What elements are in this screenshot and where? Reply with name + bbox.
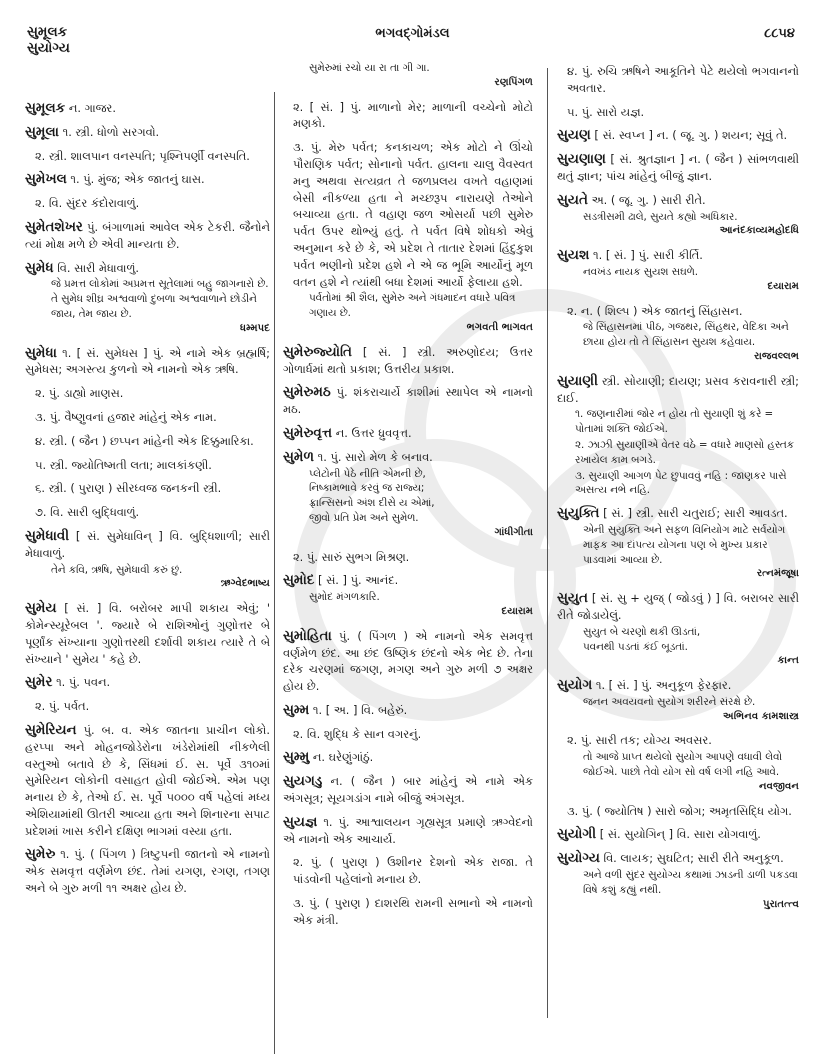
sense-text: ૩. પું. ( પુરાણ ) દાશરથિ રામની સભાનો એ નામનો એક મંત્રી. (293, 896, 533, 927)
citation-source: રાજવલ્લભ (754, 350, 799, 362)
dictionary-entry (283, 702, 533, 719)
citation-source: પુરાતત્ત્વ (763, 898, 799, 910)
entry-sense (283, 549, 533, 566)
headword: સુયુત (557, 590, 588, 607)
definition-text: પું. શંકરાચાર્યે કાશીમાં સ્થાપેલ એ નામનો મઠ. (283, 385, 533, 417)
quote-line: તો આજે પ્રાપ્ત થયેલો સુયોગ આપણે વધાવી લેવો જોઈએ. પાછો તેવો યોગ સો વર્ષ લગી નહિ આવે. (583, 751, 783, 779)
dictionary-entry (25, 345, 270, 379)
page-number: ૮૮૫૪ (764, 26, 795, 41)
citation-quote (557, 868, 799, 898)
dictionary-entry (25, 674, 270, 691)
definition-text: ન. ગાજર. (68, 101, 116, 115)
headword: સુમેતશેખર (25, 218, 83, 235)
definition-text: ન. ઉત્તર ધ્રુવવૃત્ત. (335, 425, 412, 440)
definition-text: ૧. પું. આશ્વાલયન ગૃહ્યસૂત્ર પ્રમાણે ઋગ્વેદનો એ નામનો એક આચાર્ય. (283, 814, 533, 846)
headword: સુમેળ (283, 448, 314, 465)
dictionary-entry (283, 344, 533, 378)
quote-line: તેને કવિ, ઋષિ, સુમેધાવી કરું છું. (51, 563, 183, 576)
definition-text: ૧. પું. સારો મેળ કે બનાવ. (317, 449, 433, 464)
headword: સુયુક્તિ (557, 505, 600, 522)
sense-text: ૨. પું. સારી તક; યોગ્ય અવસર. (567, 733, 712, 748)
proverb-text: ૧. જણનારીમાં જોર ન હોય તો સુયાણી શું કરે = પોતામાં શક્તિ જોઈએ. (575, 408, 774, 436)
dictionary-entry (557, 826, 799, 843)
headword: સુમોદ (283, 572, 315, 589)
definition-text: ૧. પું. ( પિંગળ ) ત્રિષ્ટુપની જાતનો એ નામનો એક સમવૃત્ત વર્ણમેળ છંદ. તેમાં યગણ, રગણ, તગણ અને બે ગુરુ મળી ૧૧ અક્ષર હોય છે. (25, 847, 271, 896)
headword: સુમૂલક (25, 100, 66, 116)
citation-quote (557, 750, 799, 780)
dictionary-entry (557, 677, 799, 725)
guide-word-first: સુમૂલક (27, 24, 68, 40)
definition-text: [ સં. સુમેધાવિન્ ] વિ. બુદ્ધિશાળી; સારી મેધાવાળું. (25, 528, 270, 560)
entry-sense (557, 303, 799, 366)
definition-text: ન. ( જૈન ) બાર માંહેનું એ નામે એક અંગસૂત્ર; સૂયગડાંગ નામે બીજું અંગસૂત્ર. (283, 774, 533, 806)
quote-line: જનન અવયવનો સુયોગ શરીરને સંરક્ષે છે. (583, 695, 756, 708)
sense-text: ૬. સ્ત્રી. ( પુરાણ ) સીરધ્વજ જનકની સ્ત્રી. (35, 481, 222, 496)
dictionary-entry (25, 528, 270, 593)
proverb-text: ૩. સુયાણી આગળ પેટ છુપાવવું નહિ : જાણકર પાસે અસત્ય નભે નહિ. (575, 469, 787, 497)
headword: સુમેરુ (25, 846, 56, 863)
citation-quote (557, 523, 799, 567)
headword: સુમ્મ (283, 701, 310, 718)
proverb-text: ૨. ઝાઝી સુયાણીએ વેતર વંઠે = વધારે માણસો હસ્તક રખાયેલ કામ બગડે. (575, 438, 794, 466)
guide-word-last: સુયોગ્ય (27, 40, 70, 56)
dictionary-entry (25, 600, 270, 667)
entry-sense (25, 504, 270, 521)
sense-text: ૨. પું. પર્વત. (35, 699, 90, 714)
definition-text: [ સં. સુયોગિન્ ] વિ. સારા યોગવાળું. (599, 827, 761, 842)
quote-line: અને વળી સુંદર સુયોગ્ય કથામાં ઝાડની ડાળી પકડવા વિષે કશું કહ્યું નથી. (583, 869, 798, 896)
column-divider (547, 68, 548, 1018)
dictionary-entry (283, 814, 533, 848)
entry-sense (557, 63, 799, 97)
dictionary-title: ભગવદ્ગોમંડલ (375, 26, 450, 41)
citation-source: કાન્ત (777, 655, 799, 667)
dictionary-entry (283, 572, 533, 620)
entry-sense (25, 698, 270, 715)
citation-source: દયારામ (767, 280, 799, 292)
quote-line: જીવો પ્રતિ પ્રેમ અને સુમેળ. (309, 511, 419, 524)
entry-sense (283, 99, 533, 133)
headword: સુમૂલા (25, 123, 59, 140)
headword: સુમેખલ (25, 171, 67, 188)
entry-sense (283, 895, 533, 929)
citation-source: ઋગ્વેદભાષ્ય (220, 578, 270, 590)
entry-sense (25, 385, 270, 402)
definition-text: અ. ( જૂ. ગુ. ) સારી રીતે. (591, 192, 706, 207)
definition-text: ૧. [ અ. ] વિ. બહેરું. (312, 702, 408, 717)
quote-line: જે સિંહાસનમાં પીઠ, ગજથર, સિંહથર, વેદિકા અને છાયા હોય તો તે સિંહાસન સુયશ કહેવાય. (583, 321, 789, 349)
sense-text: ૨. ન. ( શિલ્પ ) એક જાતનું સિંહાસન. (567, 303, 743, 318)
sense-text: ૨. વિ. સુંદર કંદોરાવાળું. (35, 196, 140, 211)
definition-text: [ સં. ] સ્ત્રી. અરુણોદય; ઉત્તર ગોળાર્ધમાં થતો પ્રકાશ; ઉત્તરીય પ્રકાશ. (283, 344, 534, 376)
definition-text: [ સં. શ્રુતજ્ઞાન ] ન. ( જૈન ) સાંભળવાથી થતું જ્ઞાન; પાંચ માંહેનું બીજું જ્ઞાન. (557, 152, 799, 183)
quote-line: સુયુત બે ચરણો થકી ઊડતાં, (583, 625, 701, 638)
definition-text: પું. બંગાળામાં આવેલ એક ટેકરી. જૈનોને ત્યાં મોક્ષ મળે છે એવી માન્યતા છે. (25, 219, 270, 251)
headword: સુમ્મુ (283, 749, 310, 766)
headword: સુમેધાવી (25, 527, 70, 544)
headword: સુયાણી (557, 372, 598, 389)
dictionary-entry (557, 127, 799, 144)
dictionary-entry (25, 846, 270, 896)
dictionary-entry (25, 722, 270, 840)
entry-sense (25, 148, 270, 165)
quote-line: જે પ્રમત્ત લોકોમાં અપ્રમત્ત સૂતેલામાં બહુ જાગનારો છે. તે સુમેધ શીઘ્ર અશ્વવાળો દુબળા અશ્વવાળાને છોડીને જાય, તેમ જાય છે. (51, 278, 269, 320)
citation-source: ભગવતી ભાગવત (466, 321, 533, 333)
dictionary-entry (557, 850, 799, 913)
headword: સુમેધ (25, 259, 54, 276)
dictionary-entry (283, 749, 533, 766)
citation-source: ધમ્મપદ (240, 322, 270, 334)
sense-text: ૨. વિ. શુદ્ધિ કે સાન વગરનું. (293, 726, 422, 741)
entry-sense (283, 139, 533, 337)
headword: સુમોહિતા (283, 627, 332, 644)
headword: સુમેરુમઠ (283, 384, 331, 401)
sense-text: ૪. પું. રુચિ ઋષિને આકૂતિને પેટે થયેલો ભગવાનનો અવતાર. (567, 64, 799, 95)
dictionary-entry (557, 192, 799, 240)
headword: સુયણ (557, 127, 591, 144)
definition-text: ૧. પું. મુંજ; એક જાતનું ઘાસ. (70, 172, 205, 187)
headword: સુમેધા (25, 344, 57, 361)
dictionary-entry (557, 151, 799, 185)
dictionary-entry (557, 247, 799, 295)
headword: સુયોગ્ય (557, 850, 600, 867)
headword: સુયશ (557, 247, 590, 264)
dictionary-entry (25, 260, 270, 338)
entry-sense (25, 195, 270, 212)
dictionary-entry (283, 628, 533, 695)
headword: સુયજ્ઞ (283, 813, 318, 830)
citation-quote (557, 210, 799, 225)
definition-text: [ સં. સ્વપ્ન ] ન. ( જૂ. ગુ. ) શયન; સૂવું તે. (594, 128, 788, 143)
quote-line: પ્લેટોની પેઠે નીતિ એમની છે, (309, 467, 426, 480)
sense-text: ૨. પું. ડાહ્યો માણસ. (35, 386, 124, 401)
quote-line: સડત્રીસમી ઢાલે, સુયતે કહ્યો અધિકાર. (583, 210, 738, 223)
citation-source: રણપિંગળ (494, 76, 533, 88)
definition-text: ૧. [ સં. ] પું. અનુકૂળ ફેરફાર. (595, 678, 732, 693)
headword: સુમેરુવૃત્ત (283, 424, 333, 441)
entry-sense (25, 409, 270, 426)
entry-sense (557, 732, 799, 795)
entry-sense (283, 61, 533, 92)
headword: સુયણાણ (557, 151, 606, 168)
sense-text: ૫. પું. સારો યજ્ઞ. (567, 104, 645, 119)
definition-text: વિ. સારી મેધાવાળું. (57, 260, 139, 275)
citation-quote (557, 625, 799, 655)
definition-text: ૧. [ સં. સુમેધસ ] પું. એ નામે એક બ્રહ્મર્ષિ; સુમેધસ; અગસ્ત્ય કુળનો એ નામનો એક ઋષિ. (25, 345, 270, 377)
dictionary-entry (25, 171, 270, 188)
definition-text: [ સં. ] વિ. બરોબર માપી શકાય એવું; ' કોમેન્સ્યૂરેબલ '. જ્યારે બે રાશિઓનું ગુણોત્તર બે પૂર્ણાંક સંખ્યાના ગુણોત્તરથી દર્શાવી શકાય ત્યારે તે બે સંખ્યાને ' સુમેય ' કહે છે. (25, 601, 270, 666)
sense-text: ૨. [ સં. ] પું. માળાનો મેર; માળાની વચ્ચેનો મોટો મણકો. (293, 99, 533, 131)
citation-source: ગાંધીગીતા (494, 526, 533, 538)
entry-sense (283, 854, 533, 888)
sense-text: ૩. પું. ( જ્યોતિષ ) સારો જોગ; અમૃતસિદ્ધિ યોગ. (567, 803, 792, 818)
definition-text: ૧. પું. પવન. (56, 675, 111, 690)
citation-quote (283, 467, 533, 526)
dictionary-entry (557, 590, 799, 670)
headword: સુયોગ (557, 677, 593, 694)
citation-quote (25, 277, 270, 321)
page-header (0, 0, 825, 60)
quote-line: પર્વતોમાં શ્રી શૈલ, સુમેરુ અને ગંધમાદન વધારે પવિત્ર ગણાય છે. (309, 292, 516, 320)
citation-source: રત્નમંજૂષા (756, 568, 799, 580)
column-divider (274, 92, 275, 1054)
headword: સુમેરુજ્યોતિ (283, 343, 352, 360)
sense-text: ૨. પું. સારું સુભગ મિશ્રણ. (293, 549, 410, 564)
sense-text: ૩. પું. વૈષ્ણુવનાં હજાર માંહેનું એક નામ. (35, 409, 217, 424)
citation-quote (283, 61, 533, 76)
dictionary-entry (557, 505, 799, 583)
entry-sense (25, 480, 270, 497)
quote-line: સુમોદ મંગળકારિ. (309, 591, 380, 604)
dictionary-entry (25, 219, 270, 253)
entry-sense (25, 433, 270, 450)
sense-text: ૫. સ્ત્રી. જ્યોતિષ્મતી લતા; માલકાંકણી. (35, 457, 212, 472)
definition-text: [ સં. સુ + યુજ્ ( જોડવું ) ] વિ. બરાબર સારી રીતે જોડાયેલું. (557, 591, 799, 622)
citation-source: અભિનવ કામશાસ્ત્ર (723, 710, 799, 722)
entry-sense (557, 803, 799, 820)
citation-quote (283, 291, 533, 321)
citation-quote (557, 320, 799, 350)
quote-line: એની સુયુક્તિ અને સફળ વિનિયોગ માટે સર્વયોગ માફક આ દાંપત્ય યોગના પણ બે મુખ્ય પ્રકાર પાડવામાં આવ્યા છે. (583, 523, 786, 566)
definition-text: વિ. લાયક; સુઘટિત; સારી રીતે અનુકૂળ. (603, 851, 784, 866)
sense-text: ૪. સ્ત્રી. ( જૈન ) છપ્પન માંહેની એક દિક્કુમારિકા. (35, 433, 254, 448)
headword: સુમેરિયન (25, 721, 77, 738)
quote-line: ફ્રાન્સિસનો અંશ દીસે ય એમાં, (309, 497, 435, 510)
entry-sense (557, 104, 799, 121)
quote-line: પવનથી પડતાં કંઈ બૂડતાં. (583, 640, 688, 653)
quote-line: નિષ્કામભાવે કરવું જ રાજ્ય; (309, 482, 425, 495)
entry-sense (283, 726, 533, 743)
dictionary-entry (283, 773, 533, 807)
sense-text: ૩. પું. મેરુ પર્વત; કનકાચળ; એક મોટો ને ઊંચો પૌરાણિક પર્વત; સોનાનો પર્વત. હાલના ચાલુ વૈવસ્વત મનુ અથવા સત્યવ્રત તે જળપ્રલય વખતે વહાણમાં બેસી નીકળ્યા હતા ને મચ્છરૂપ નારાયણે તેઓને બચાવ્યા હતા. તે વહાણ જળ ઓસર્યા પછી સુમેરુ પર્વત ઉપર થોભ્યું હતું. તે પર્વત વિષે શોધકો એવું અનુમાન કરે છે કે, એ પ્રદેશ તે તાતાર દેશમાં હિંદુકુશ પર્વત ભણીનો પ્રદેશ હશે ને એ જ ભૂમિ આર્યોનું મૂળ વતન હશે ને ત્યાંથી બધા દેશમાં આર્યો ફેલાયા હશે. (293, 140, 533, 289)
citation-quote (557, 265, 799, 280)
sense-text: ૨. સ્ત્રી. શાલપાન વનસ્પતિ; પૃશ્નિપર્ણી વનસ્પતિ. (35, 148, 250, 163)
citation-quote (25, 563, 270, 578)
headword: સુયોગી (557, 826, 597, 843)
entry-sense (25, 457, 270, 474)
dictionary-entry (25, 124, 270, 141)
definition-text: સ્ત્રી. સોયાણી; દાયણ; પ્રસવ કરાવનારી સ્ત્રી; દાઈ. (557, 373, 799, 405)
definition-text: ૧. સ્ત્રી. ધોળો સરગવો. (62, 124, 160, 139)
dictionary-entry (25, 100, 270, 117)
citation-source: આનંદકાવ્યમહોદધિ (719, 225, 799, 237)
definition-text: ન. ઘરેણુંગાંઠું. (312, 750, 374, 765)
quote-line: સુમેરુમાં રચો યા રા તા ગી ગા. (309, 62, 430, 74)
headword: સુયગડુ (283, 773, 323, 790)
dictionary-entry (283, 449, 533, 542)
citation-quote (557, 695, 799, 710)
definition-text: પું. ( પિંગળ ) એ નામનો એક સમવૃત્ત વર્ણમેળ છંદ. આ છંદ ઉષ્ણિક છંદનો એક ભેદ છે. તેના દરેક ચરણમાં જગણ, મગણ અને ગુરુ મળી ૭ અક્ષર હોય છે. (283, 628, 533, 694)
citation-source: નવજીવન (759, 780, 799, 792)
dictionary-entry (557, 373, 799, 498)
definition-text: ૧. [ સં. ] પું. સારી કીર્તિ. (593, 248, 703, 263)
definition-text: [ સં. ] સ્ત્રી. સારી ચતુરાઈ; સારી આવડત. (603, 506, 788, 521)
dictionary-entry (283, 384, 533, 418)
definition-text: પું. બ. વ. એક જાતના પ્રાચીન લોકો. હરપ્પા અને મોહનજોડેરોના ખંડેરોમાંથી નીકળેલી વસ્તુઓ બતાવે છે કે, સિંધમાં ઈ. સ. પૂર્વે ૩૧૦માં સુમેરિયન લોકોની વસાહત હોવી જોઈએ. એમ પણ મનાય છે કે, તેઓ ઈ. સ. પૂર્વે ૫૦૦૦ વર્ષ પહેલાં મધ્ય એશિયામાંથી ઊતરી આવ્યા હતા અને શિનારના સપાટ પ્રદેશમાં ખાસ કરીને દક્ષિણ ભાગમાં વસ્યા હતા. (25, 722, 271, 838)
citation-source: દયારામ (501, 605, 533, 617)
citation-quote (283, 590, 533, 605)
sense-text: ૨. પું. ( પુરાણ ) ઉશીનર દેશનો એક રાજા. તે પાંડવોની પહેલાંનો મનાય છે. (293, 855, 533, 887)
quote-line: નવખંડ નાયક સુયશ સઘળે. (583, 265, 698, 278)
headword: સુમેર (25, 674, 53, 691)
dictionary-entry (283, 425, 533, 442)
sense-text: ૭. વિ. સારી બુદ્ધિવાળું. (35, 505, 140, 520)
headword: સુયતે (557, 191, 588, 208)
headword: સુમેય (25, 600, 57, 617)
definition-text: [ સં. ] પું. આનંદ. (318, 573, 399, 588)
